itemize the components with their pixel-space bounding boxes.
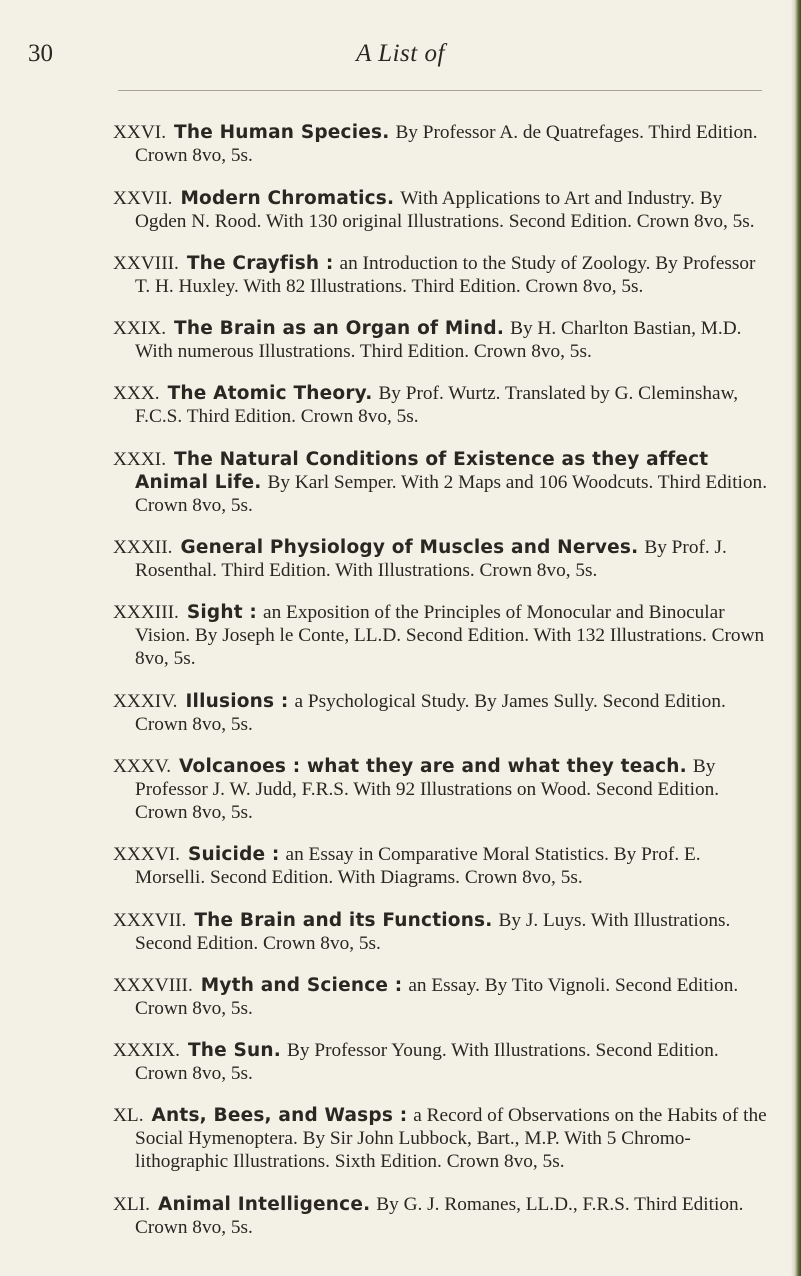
entry-description: an Essay. By Tito Vignoli. Second Edition. Crown 8vo, 5s.: [135, 974, 739, 1019]
entry-number: XL.: [113, 1105, 144, 1127]
entry-number: XXXII.: [113, 537, 173, 559]
entry-description: By H. Charlton Bastian, M.D. With numerous Illustrations. Third Edition. Crown 8vo, 5s.: [135, 318, 742, 363]
entry-title: The Natural Conditions of Existence as they affect Animal Life.: [135, 448, 709, 493]
entry-title: Illusions :: [185, 690, 289, 712]
entry-title: Modern Chromatics.: [180, 187, 395, 209]
entry-number: XXVI.: [113, 122, 167, 144]
entry-number: XXX.: [113, 383, 160, 405]
entry-number: XXXIV.: [113, 690, 178, 712]
list-item: [113, 909, 769, 955]
entry-description: an Exposition of the Principles of Monocular and Binocular Vision. By Joseph le Conte, LL.D. Second Edition. With 132 Illustrations. Crown 8vo, 5s.: [135, 602, 765, 670]
entry-title: Sight :: [186, 602, 258, 624]
entry-number: XLI.: [113, 1193, 150, 1215]
entry-description: By Professor J. W. Judd, F.R.S. With 92 Illustrations on Wood. Second Edition. Crown 8vo, 5s.: [135, 755, 720, 823]
entry-title: General Physiology of Muscles and Nerves.: [180, 537, 639, 559]
list-item: [113, 843, 769, 889]
entry-description: a Record of Observations on the Habits of the Social Hymenoptera. By Sir John Lubbock, Bart., M.P. With 5 Chromo-lithographic Illustrations. Sixth Edition. Crown 8vo, 5s.: [135, 1105, 767, 1173]
entry-number: XXXIII.: [113, 602, 179, 624]
entry-number: XXXV.: [113, 755, 172, 777]
header-rule: [118, 90, 762, 91]
entry-number: XXXI.: [113, 448, 167, 470]
entry-description: By Prof. J. Rosenthal. Third Edition. With Illustrations. Crown 8vo, 5s.: [135, 537, 727, 582]
entry-title: Suicide :: [187, 844, 280, 866]
entry-description: an Essay in Comparative Moral Statistics. By Prof. E. Morselli. Second Edition. With Diagrams. Crown 8vo, 5s.: [135, 844, 701, 889]
entry-title: Animal Intelligence.: [157, 1193, 371, 1215]
running-title: A List of: [356, 40, 445, 67]
entry-title: The Crayfish :: [186, 252, 334, 274]
list-item: [113, 536, 769, 582]
list-item: [113, 187, 769, 233]
entry-title: The Sun.: [187, 1040, 282, 1062]
list-item: [113, 317, 769, 363]
entry-number: XXVII.: [113, 187, 173, 209]
entry-number: XXXVI.: [113, 844, 180, 866]
list-item: [113, 690, 769, 736]
entry-number: XXIX.: [113, 318, 167, 340]
entry-number: XXVIII.: [113, 252, 179, 274]
entry-number: XXXVIII.: [113, 974, 193, 996]
book-list: [113, 102, 769, 1256]
list-item: [113, 1104, 769, 1173]
entry-description: an Introduction to the Study of Zoology. By Professor T. H. Huxley. With 82 Illustrations. Third Edition. Crown 8vo, 5s.: [135, 252, 756, 297]
entry-description: With Applications to Art and Industry. By Ogden N. Rood. With 130 original Illustrations. Second Edition. Crown 8vo, 5s.: [135, 187, 755, 232]
entry-description: By Karl Semper. With 2 Maps and 106 Woodcuts. Third Edition. Crown 8vo, 5s.: [135, 471, 768, 516]
entry-description: By J. Luys. With Illustrations. Second Edition. Crown 8vo, 5s.: [135, 909, 731, 954]
entry-title: Ants, Bees, and Wasps :: [151, 1105, 408, 1127]
entry-description: By Professor Young. With Illustrations. Second Edition. Crown 8vo, 5s.: [135, 1040, 719, 1085]
entry-description: By G. J. Romanes, LL.D., F.R.S. Third Edition. Crown 8vo, 5s.: [135, 1193, 744, 1238]
entry-description: a Psychological Study. By James Sully. Second Edition. Crown 8vo, 5s.: [135, 690, 726, 735]
entry-title: The Atomic Theory.: [167, 383, 373, 405]
entry-number: XXXIX.: [113, 1040, 180, 1062]
list-item: [113, 974, 769, 1020]
page-edge-shadow: [791, 0, 801, 1276]
entry-title: Myth and Science :: [200, 974, 403, 996]
list-item: [113, 601, 769, 670]
entry-title: The Brain and its Functions.: [194, 909, 493, 931]
list-item: [113, 382, 769, 428]
list-item: [113, 448, 769, 517]
entry-description: By Prof. Wurtz. Translated by G. Cleminshaw, F.C.S. Third Edition. Crown 8vo, 5s.: [135, 383, 739, 428]
page-number: 30: [28, 40, 53, 67]
list-item: [113, 755, 769, 824]
list-item: [113, 121, 769, 167]
entry-title: Volcanoes : what they are and what they teach.: [179, 755, 687, 777]
entry-title: The Human Species.: [174, 122, 390, 144]
entry-number: XXXVII.: [113, 909, 187, 931]
list-item: [113, 252, 769, 298]
entry-title: The Brain as an Organ of Mind.: [174, 318, 505, 340]
page-header: [0, 40, 801, 84]
list-item: [113, 1193, 769, 1239]
entry-description: By Professor A. de Quatrefages. Third Edition. Crown 8vo, 5s.: [135, 122, 758, 167]
list-item: [113, 1039, 769, 1085]
